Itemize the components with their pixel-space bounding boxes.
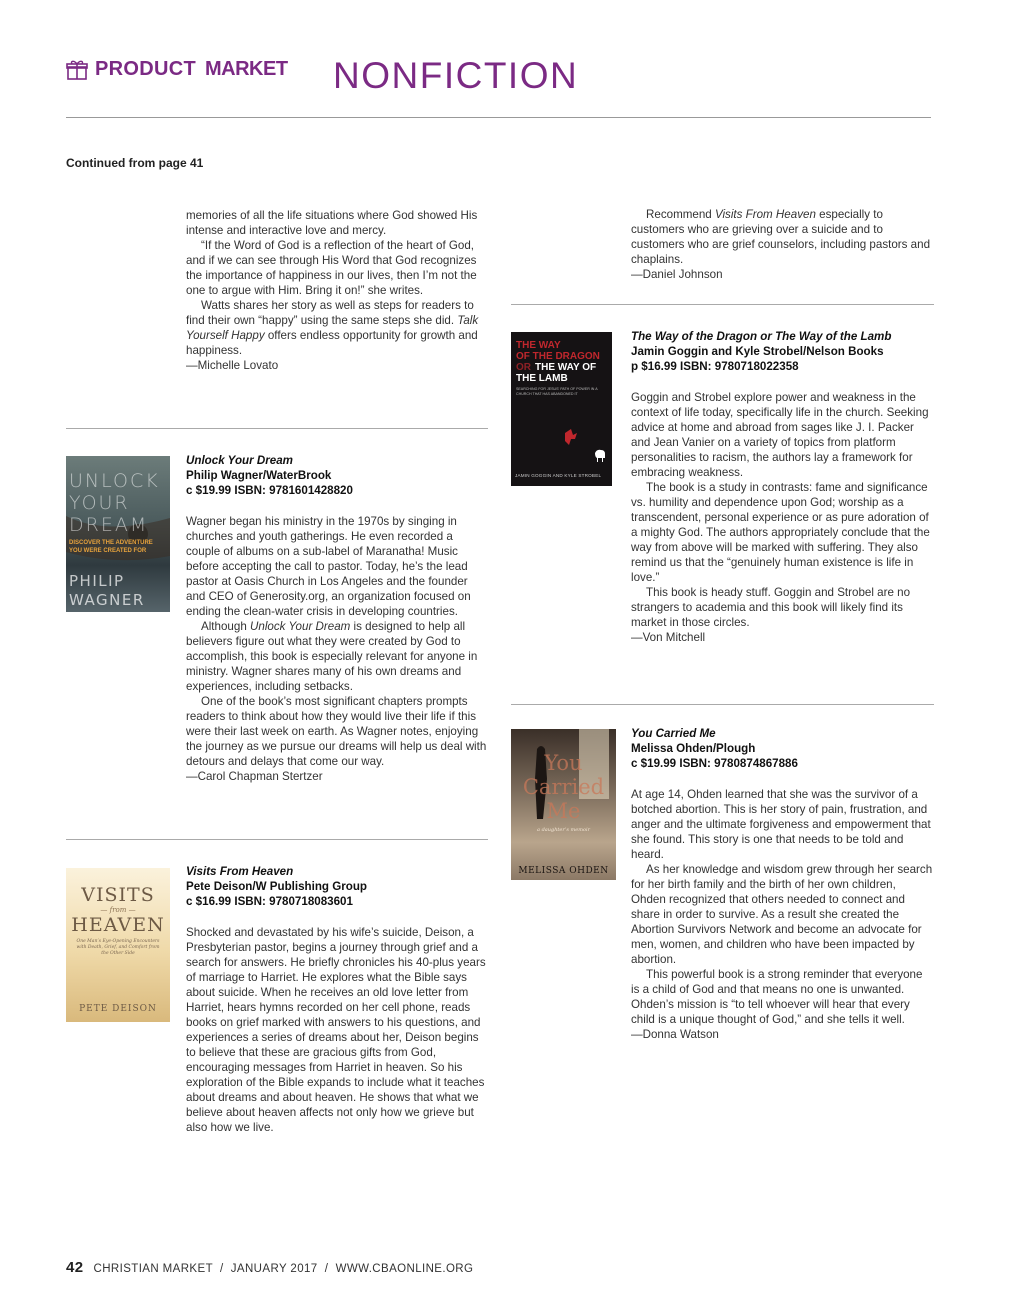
continued-note: Continued from page 41: [66, 156, 204, 170]
divider: [511, 304, 934, 305]
review-paragraph: One of the book’s most significant chapters prompts readers to think about how they would live their life if this were their last week on earth. As Wagner notes, enjoying the journey as we pursue our dreams will help us deal with detours and delays that come our way.: [186, 695, 487, 768]
divider: [511, 704, 934, 705]
cover-author: WAGNER: [69, 591, 145, 609]
book-cover-you-carried-me: [511, 729, 616, 880]
book-price-isbn: p $16.99 ISBN: 9780718022358: [631, 360, 799, 373]
reviewer-signature: —Carol Chapman Stertzer: [186, 770, 323, 783]
cover-title: — from —: [100, 906, 136, 914]
book-author-publisher: Philip Wagner/WaterBrook: [186, 469, 332, 482]
header-product: PRODUCT: [95, 58, 196, 80]
cover-title: UNLOCK: [69, 470, 160, 492]
review-paragraph: The book is a study in contrasts: fame and significance vs. humility and dependence upon God; worship as a transcendent, personal experience or as pure adoration of a mighty God. The authors appropriately conclude that the way from above will be marked with suffering. They also remind us that the “genuinely human existence is life in love.”: [631, 481, 930, 584]
book-cover-visits-from-heaven: [66, 868, 170, 1022]
book-title: Unlock Your Dream: [186, 454, 293, 467]
reviewer-signature: —Donna Watson: [631, 1028, 719, 1041]
cover-title: YOUR: [69, 492, 130, 514]
review-you-carried-me: [631, 726, 933, 1042]
reviewer-signature: —Michelle Lovato: [186, 359, 279, 372]
review-paragraph: Recommend Visits From Heaven especially to customers who are grieving over a suicide and to customers who are grief counselors, including pastors and chaplains.: [631, 208, 931, 266]
review-unlock-your-dream: [186, 453, 488, 784]
book-author-publisher: Jamin Goggin and Kyle Strobel/Nelson Books: [631, 345, 884, 358]
book-cover-unlock-your-dream: [66, 456, 170, 612]
cover-title: VISITS: [81, 884, 155, 906]
book-price-isbn: c $16.99 ISBN: 9780718083601: [186, 895, 353, 908]
cover-title: Me: [546, 799, 581, 823]
header-market: MARKET: [205, 58, 288, 80]
intro-review: [186, 208, 488, 373]
reviewer-signature: —Daniel Johnson: [631, 268, 723, 281]
reviewer-signature: —Von Mitchell: [631, 631, 706, 644]
footer-publication: CHRISTIAN MARKET / JANUARY 2017 / WWW.CBAONLINE.ORG: [93, 1263, 474, 1275]
review-visits-continued: [631, 207, 933, 282]
cover-tagline: DISCOVER THE ADVENTURE YOU WERE CREATED FOR: [69, 540, 153, 554]
intro-paragraph: memories of all the life situations where God showed His intense and interactive love and mercy.: [186, 209, 478, 237]
intro-paragraph: “If the Word of God is a reflection of the heart of God, and if we can see through His Word that God recognizes the importance of happiness in our lives, then I’m not the one to argue with Him. Bring it on!” she writes.: [186, 239, 477, 297]
review-paragraph: Although Unlock Your Dream is designed to help all believers figure out what they were created by God to accomplish, this book is especially relevant for anyone in ministry. Wagner shares many of his own dreams and experiences, including setbacks.: [186, 620, 478, 693]
header-divider: [66, 117, 931, 118]
page-footer: [66, 1259, 473, 1276]
cover-title: HEAVEN: [71, 914, 165, 936]
book-title: You Carried Me: [631, 727, 716, 740]
section-header: [66, 58, 288, 81]
book-title: Visits From Heaven: [186, 865, 294, 878]
review-paragraph: As her knowledge and wisdom grew through her search for her birth family and the birth of her own children, Ohden recognized that others needed to connect and share in order to survive. As a result she created the Abortion Survivors Network and become an advocate for men, women, and children who have been impacted by abortion.: [631, 863, 933, 966]
review-paragraph: This powerful book is a strong reminder that everyone is a child of God and that means no one is unwanted. Ohden’s mission is “to tell whoever will hear that every child is a unique thought of God,” and she tells it well.: [631, 968, 923, 1026]
cover-title: You: [544, 751, 583, 775]
cover-title: Carried: [522, 775, 605, 799]
review-paragraph: This book is heady stuff. Goggin and Strobel are no strangers to academia and this book will likely find its market in those circles.: [631, 586, 911, 629]
review-paragraph: Goggin and Strobel explore power and weakness in the context of life today, specifically life in the church. Seeking advice at home and abroad from sages like J. I. Packer and Jean Vanier on a variety of topics from platform personalities to racism, the authors lay a framework for embracing weakness.: [631, 391, 929, 479]
book-title: The Way of the Dragon or The Way of the Lamb: [631, 330, 892, 343]
cover-title: THE LAMB: [516, 373, 568, 384]
cover-author: PHILIP: [69, 572, 125, 590]
cover-author: MELISSA OHDEN: [518, 866, 609, 876]
cover-title: OF THE DRAGON: [516, 351, 600, 362]
cover-author: PETE DEISON: [79, 1004, 157, 1014]
review-way-of-the-dragon: [631, 329, 933, 645]
review-paragraph: At age 14, Ohden learned that she was the survivor of a botched abortion. This is her story of pain, frustration, and anger and the ultimate forgiveness and empowerment that she found. This story is one that needs to be told and heard.: [631, 788, 931, 861]
gift-icon: [66, 59, 88, 81]
intro-paragraph: Watts shares her story as well as steps for readers to find their own “happy” using the same steps she did. Talk Yourself Happy offers endless opportunity for growth and happiness.: [186, 299, 479, 357]
book-author-publisher: Pete Deison/W Publishing Group: [186, 880, 367, 893]
book-author-publisher: Melissa Ohden/Plough: [631, 742, 756, 755]
cover-title: DREAM: [69, 514, 149, 536]
dragon-and-lamb-icon: [561, 427, 609, 467]
book-price-isbn: c $19.99 ISBN: 9780874867886: [631, 757, 798, 770]
cover-title: THE WAY: [516, 340, 561, 351]
book-cover-way-of-the-dragon: [511, 332, 612, 486]
divider: [66, 839, 488, 840]
review-paragraph: Shocked and devastated by his wife’s suicide, Deison, a Presbyterian pastor, begins a journey through grief and a search for answers. He briefly chronicles his 40-plus years of marriage to Harriet. He explores what the Bible says about suicide. When he receives an old love letter from Harriet, hears hymns recorded on her cell phone, reads books on grief marked with answers to his questions, and experiences a series of dreams about her, Deison begins to believe that these are gracious gifts from God, encouraging messages from Harriet in heaven. So his exploration of the Bible expands to include what it teaches about dreams and about heaven. He shows that what we believe about heaven affects not only how we grieve but also how we live.: [186, 926, 486, 1134]
page-number: 42: [66, 1259, 84, 1276]
cover-subtitle: a daughter’s memoir: [537, 827, 590, 833]
cover-author: JAMIN GOGGIN AND KYLE STROBEL: [515, 473, 602, 478]
cover-title: THE WAY OF: [535, 362, 597, 373]
cover-subtitle: SEARCHING FOR JESUS’ PATH OF POWER IN A CHURCH THAT HAS ABANDONED IT: [516, 387, 598, 396]
review-paragraph: Wagner began his ministry in the 1970s by singing in churches and youth gatherings. He even recorded a couple of albums on a sub-label of Maranatha! Music before accepting the call to pastor. Today, he’s the lead pastor at Oasis Church in Los Angeles and the founder and CEO of Generosity.org, an organization focused on ending the clean-water crisis in developing countries.: [186, 515, 471, 618]
review-visits-from-heaven: [186, 864, 488, 1135]
divider: [66, 428, 488, 429]
cover-title: OR: [516, 362, 531, 373]
page-title: NONFICTION: [333, 55, 579, 96]
cover-subtitle: One Man’s Eye-Opening Encounters with Death, Grief, and Comfort from the Other Side: [76, 939, 160, 956]
book-price-isbn: c $19.99 ISBN: 9781601428820: [186, 484, 353, 497]
